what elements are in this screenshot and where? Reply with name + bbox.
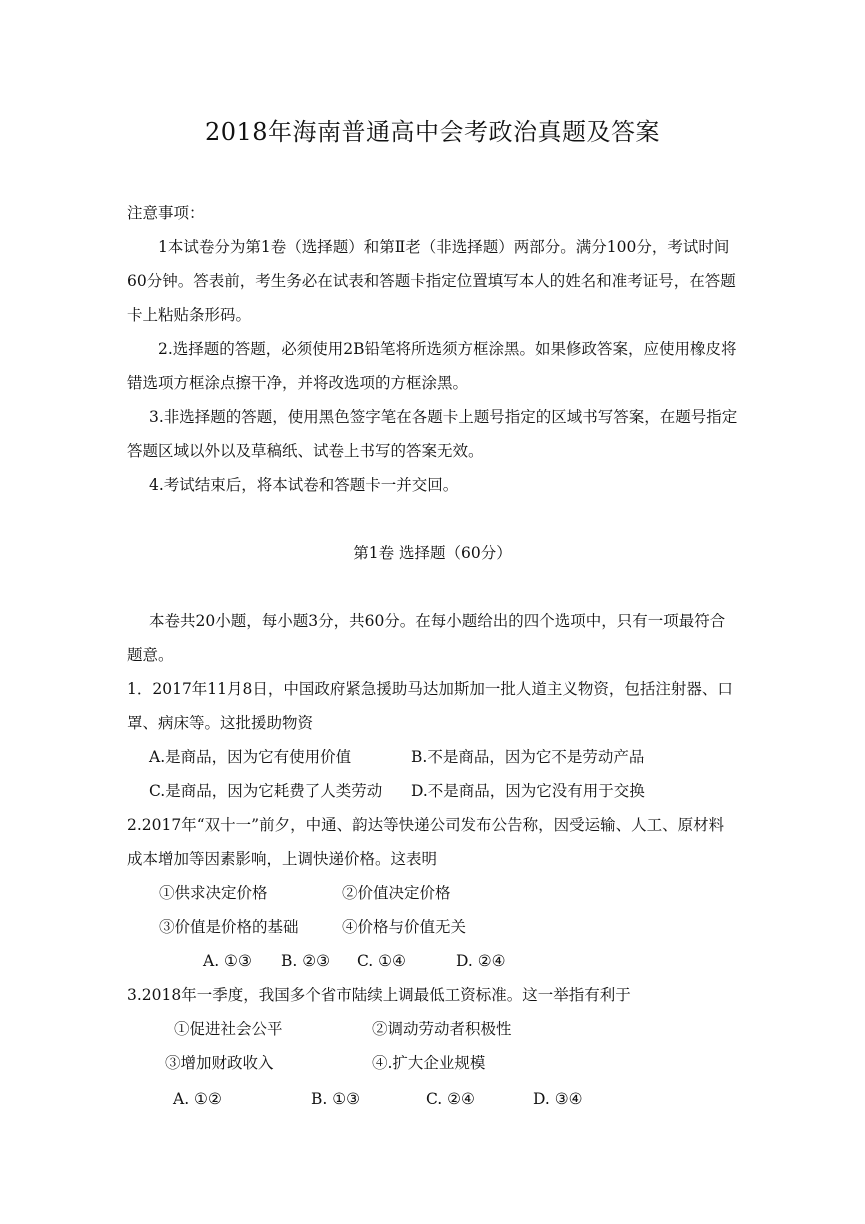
question-3-option-d: D. ③④ (533, 1090, 583, 1108)
question-2-option-d: D. ②④ (456, 952, 506, 970)
question-1-stem: 1．2017年11月8日，中国政府紧急援助马达加斯加一批人道主义物资，包括注射器、口 (127, 680, 733, 698)
question-1-option-d: D.不是商品，因为它没有用于交换 (411, 782, 645, 800)
note-line: 答题区域以外以及草稿纸、试卷上书写的答案无效。 (127, 442, 484, 460)
question-1-stem: 罩、病床等。这批援助物资 (127, 714, 314, 732)
notes-heading: 注意事项： (127, 204, 205, 222)
question-3-option-b: B. ①③ (311, 1090, 361, 1108)
question-2-statement-3: ③价值是价格的基础 (159, 918, 299, 936)
question-2-option-c: C. ①④ (357, 952, 406, 970)
question-1-option-a: A.是商品，因为它有使用价值 (149, 748, 352, 766)
note-line: 60分钟。答表前，考生务必在试表和答题卡指定位置填写本人的姓名和准考证号，在答题 (127, 272, 736, 290)
section-intro: 题意。 (127, 646, 174, 664)
question-3-statement-2: ②调动劳动者积极性 (372, 1020, 512, 1038)
note-line: 4.考试结束后，将本试卷和答题卡一并交回。 (149, 476, 459, 494)
question-3-option-c: C. ②④ (426, 1090, 475, 1108)
question-3-statement-1: ①促进社会公平 (174, 1020, 283, 1038)
question-3-statement-4: ④.扩大企业规模 (372, 1054, 486, 1072)
question-1-option-c: C.是商品，因为它耗费了人类劳动 (149, 782, 383, 800)
question-2-statement-2: ②价值决定价格 (342, 884, 451, 902)
note-line: 2.选择题的答题，必须使用2B铅笔将所选须方框涂黑。如果修政答案，应使用橡皮将 (158, 340, 737, 358)
section-intro: 本卷共20小题，每小题3分，共60分。在每小题给出的四个选项中，只有一项最符合 (149, 612, 726, 630)
question-2-statement-4: ④价格与价值无关 (342, 918, 467, 936)
note-line: 1本试卷分为第1卷（选择题）和第Ⅱ老（非选择题）两部分。满分100分，考试时间 (158, 238, 730, 256)
question-3-statement-3: ③增加财政收入 (165, 1054, 274, 1072)
question-2-statement-1: ①供求决定价格 (159, 884, 268, 902)
question-2-stem: 成本增加等因素影响，上调快递价格。这表明 (127, 850, 438, 868)
question-2-stem: 2.2017年“双十一”前夕，中通、韵达等快递公司发布公告称，因受运输、人工、原材料 (127, 816, 725, 834)
document-title: 2018年海南普通高中会考政治真题及答案 (204, 118, 661, 146)
question-2-option-b: B. ②③ (281, 952, 331, 970)
question-2-option-a: A. ①③ (203, 952, 252, 970)
section-title: 第1卷 选择题（60分） (353, 544, 512, 562)
note-line: 卡上粘贴条形码。 (127, 306, 252, 324)
note-line: 3.非选择题的答题，使用黑色签字笔在各题卡上题号指定的区域书写答案，在题号指定 (149, 408, 738, 426)
question-3-stem: 3.2018年一季度，我国多个省市陆续上调最低工资标准。这一举指有利于 (127, 986, 631, 1004)
question-3-option-a: A. ①② (173, 1090, 222, 1108)
question-1-option-b: B.不是商品，因为它不是劳动产品 (411, 748, 645, 766)
note-line: 错选项方框涂点擦干净，并将改选项的方框涂黑。 (127, 374, 469, 392)
